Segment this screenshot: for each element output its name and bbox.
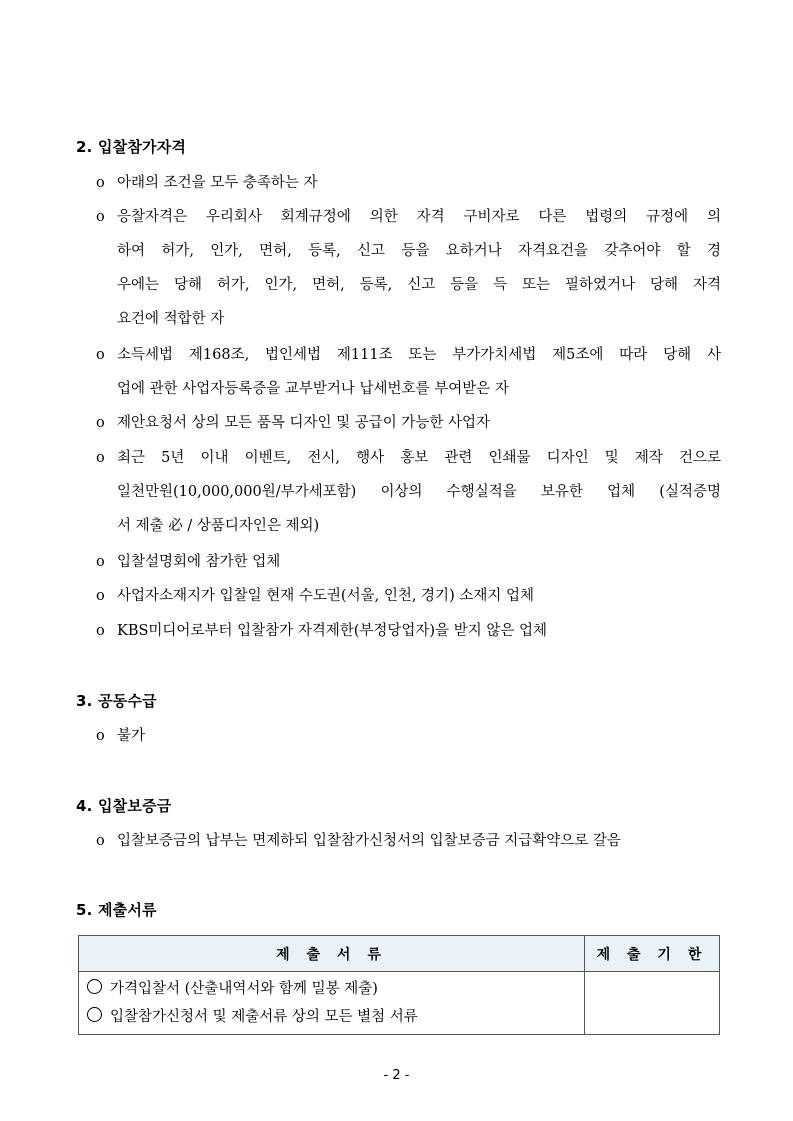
- bullet-mark: o: [96, 175, 105, 191]
- bullet-mark: o: [96, 450, 105, 466]
- bullet-3-1: [96, 719, 721, 753]
- section-title-3: 3. 공동수급: [76, 692, 157, 710]
- bullet-line: 입찰보증금의 납부는 면제하되 입찰참가신청서의 입찰보증금 지급확약으로 갈음: [117, 833, 621, 849]
- bullet-mark: o: [96, 415, 105, 431]
- bullet-2-2: [96, 200, 721, 336]
- bullet-line: 최근 5년 이내 이벤트, 전시, 행사 홍보 관련 인쇄물 디자인 및 제작 건으로: [117, 450, 721, 466]
- document-item-text: 입찰참가신청서 및 제출서류 상의 모든 별첨 서류: [110, 1009, 418, 1025]
- bullet-mark: o: [96, 623, 105, 639]
- bullet-line: 입찰설명회에 참가한 업체: [117, 554, 281, 570]
- documents-table: [78, 935, 720, 1035]
- table-header-row: [79, 936, 720, 972]
- bullet-2-3: [96, 338, 721, 406]
- bullet-2-4: [96, 406, 721, 440]
- deadline-cell: [585, 972, 720, 1035]
- table-row: [79, 972, 720, 1035]
- bullet-line: 아래의 조건을 모두 충족하는 자: [117, 175, 318, 191]
- circle-icon: [87, 1007, 102, 1022]
- bullet-line: 우에는 당해 허가, 인가, 면허, 등록, 신고 등을 득 또는 필하였거나 당해 자격: [117, 277, 721, 293]
- bullet-mark: o: [96, 833, 105, 849]
- bullet-2-5: [96, 441, 721, 543]
- bullet-line: KBS미디어로부터 입찰참가 자격제한(부정당업자)을 받지 않은 업체: [117, 623, 547, 639]
- bullet-line: 일천만원(10,000,000원/부가세포함) 이상의 수행실적을 보유한 업체 (실적증명: [117, 484, 721, 500]
- bullet-line: 소득세법 제168조, 법인세법 제111조 또는 부가가치세법 제5조에 따라 당해 사: [117, 347, 721, 363]
- bullet-2-1: [96, 166, 721, 200]
- bullet-line: 응찰자격은 우리회사 회계규정에 의한 자격 구비자로 다른 법령의 규정에 의: [117, 209, 721, 225]
- bullet-line: 불가: [117, 728, 146, 744]
- page-number: - 2 -: [383, 1068, 410, 1083]
- document-item-text: 가격입찰서 (산출내역서와 함께 밀봉 제출): [110, 981, 378, 997]
- bullet-line: 요건에 적합한 자: [117, 311, 225, 327]
- bullet-line: 제안요청서 상의 모든 품목 디자인 및 공급이 가능한 사업자: [117, 415, 491, 431]
- section-title-4: 4. 입찰보증금: [76, 797, 172, 815]
- header-deadline: 제 출 기 한: [585, 936, 720, 972]
- section-title-2: 2. 입찰참가자격: [76, 138, 187, 156]
- bullet-mark: o: [96, 554, 105, 570]
- bullet-mark: o: [96, 588, 105, 604]
- bullet-4-1: [96, 824, 721, 858]
- bullet-line: 하여 허가, 인가, 면허, 등록, 신고 등을 요하거나 자격요건을 갖추어야 할 경: [117, 243, 721, 259]
- bullet-2-6: [96, 545, 721, 579]
- circle-icon: [87, 979, 102, 994]
- bullet-line: 업에 관한 사업자등록증을 교부받거나 납세번호를 부여받은 자: [117, 381, 509, 397]
- bullet-2-8: [96, 614, 721, 648]
- bullet-mark: o: [96, 209, 105, 225]
- documents-cell: [79, 972, 585, 1035]
- document-item: [87, 975, 576, 1003]
- document-item: [87, 1003, 576, 1031]
- bullet-line: 사업자소재지가 입찰일 현재 수도권(서울, 인천, 경기) 소재지 업체: [117, 588, 534, 604]
- section-title-5: 5. 제출서류: [76, 901, 157, 919]
- bullet-mark: o: [96, 728, 105, 744]
- bullet-mark: o: [96, 347, 105, 363]
- header-documents: 제 출 서 류: [79, 936, 585, 972]
- bullet-2-7: [96, 579, 721, 613]
- bullet-line: 서 제출 必 / 상품디자인은 제외): [117, 518, 320, 534]
